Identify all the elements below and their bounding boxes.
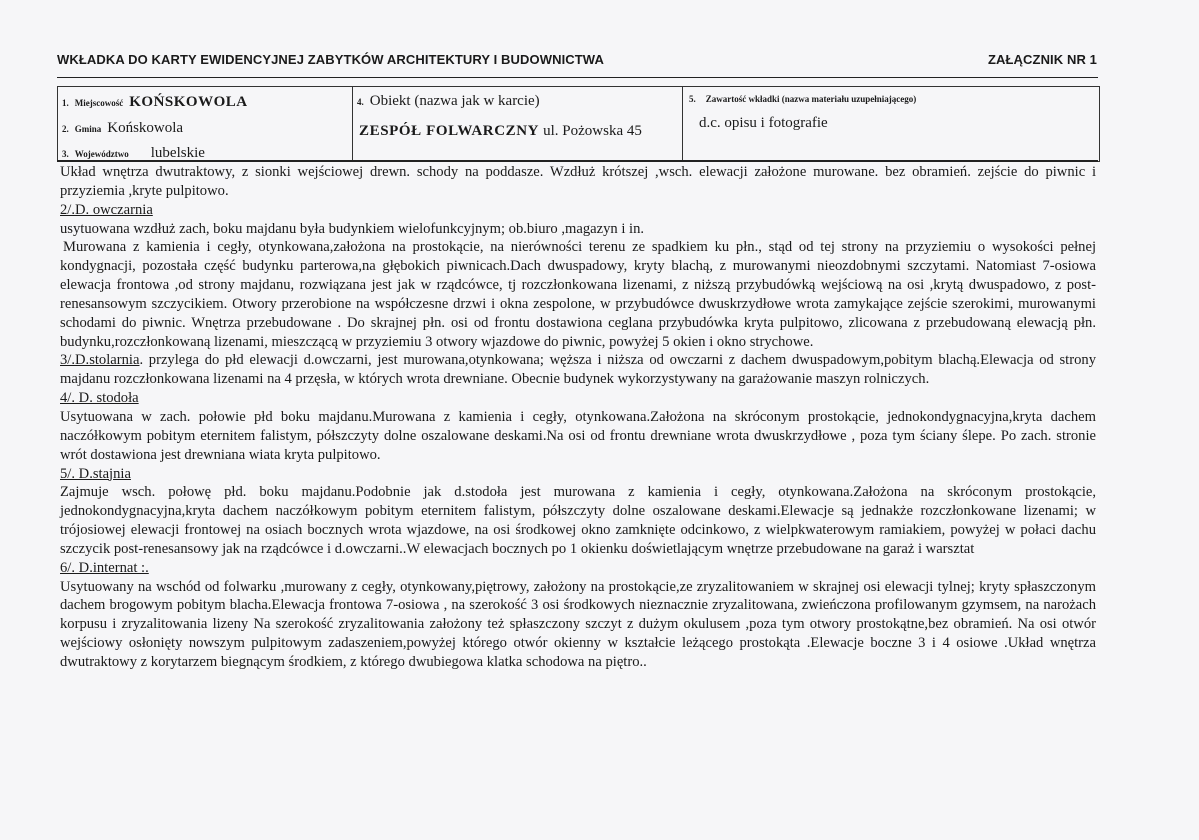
- contents-value: d.c. opisu i fotografie: [699, 115, 828, 131]
- field-number: 2.: [62, 124, 69, 134]
- contents-label-row: [689, 94, 916, 104]
- field-number: 4.: [357, 97, 364, 107]
- object-label-row: [357, 93, 540, 110]
- object-name-row: [359, 122, 642, 140]
- locality-label: Miejscowość: [74, 98, 124, 108]
- commune-row: [62, 119, 183, 137]
- document-title: WKŁADKA DO KARTY EWIDENCYJNEJ ZABYTKÓW ARCHITEKTURY I BUDOWNICTWA: [57, 52, 604, 67]
- field-number: 5.: [689, 94, 696, 104]
- paragraph: Usytuowany na wschód od folwarku ,murowany z cegły, otynkowany,piętrowy, założony na prostokącie,ze zryzalitowaniem w skrajnej osi elewacji tylnej; kryty spłaszczonym dachem brogowym pobitym blacha.Elewacja frontowa 7-osiowa , na szerokość 3 osi środkowych nieznacznie zryzalitowana, zwieńczona profilowanym gzymsem, na narożach korpusu i zryzalitowania lizeny Na szerokość zryzalitowania założony też spłaszczony szczyt z dużym okulusem ,poza tym otwory prostokątne,bez obramień. Na osi otwór wejściowy osłonięty nowszym pulpitowym zadaszeniem,powyżej którego otwór okienny w kształcie leżącego prostokąta .Elewacje boczne 3 i 4 osiowe .Układ wnętrza dwutraktowy z korytarzem biegnącym środkiem, z którego dwubiegowa klatka schodowa na piętro..: [60, 578, 1096, 670]
- voivodeship-value: lubelskie: [150, 145, 205, 161]
- location-box: [57, 86, 353, 162]
- contents-label: Zawartość wkładki (nazwa materiału uzupełniającego): [705, 94, 917, 104]
- section-heading-stajnia: 5/. D.stajnia: [60, 465, 131, 482]
- section-heading-owczarnia: 2/.D. owczarnia: [60, 201, 153, 218]
- paragraph: usytuowana wzdłuż zach, boku majdanu była budynkiem wielofunkcyjnym; ob.biuro ,magazyn i in.: [60, 220, 645, 237]
- locality-value: KOŃSKOWOLA: [129, 94, 248, 110]
- body-rule: [57, 160, 1098, 162]
- paragraph: Murowana z kamienia i cegły, otynkowana,założona na prostokącie, na nierówności terenu ze spadkiem ku płn., stąd od tej strony na przyziemiu o wysokości pełnej kondygnacji, pozostała część budynku parterowa,na głębokich piwnicach.Dach dwuspadowy, kryty blachą, z murowanymi nieozdobnymi szczytami. Natomiast 7-osiowa elewacja frontowa ,od strony majdanu, rozwiązana jest jak w rządcówce, tj rozczłonkowana lizenami, z niższą przybudówką wejściową na osi ,krytą dwuspadowo, z post-renesansowym szczycikiem. Otwory przerobione na współczesne drzwi i okna zespolone, w przybudówce dwuskrzydłowe wrota zamykające zejście szerokimi, murowanymi schodami do piwnic. Wnętrza przebudowane . Do skrajnej płn. osi od frontu dostawiona ceglana przybudówka kryta pulpitowo, zlicowana z przebudowaną elewacją płn. budynku,rozczłonkowaną lizenami, mieszczącą w przyziemiu 3 otwory wjazdowe do piwnic, powyżej 5 okien i okno strychowe.: [60, 239, 1096, 350]
- object-name: ZESPÓŁ FOLWARCZNY: [359, 123, 540, 139]
- commune-value: Końskowola: [107, 120, 184, 136]
- commune-label: Gmina: [74, 124, 102, 134]
- field-number: 3.: [62, 149, 69, 159]
- paragraph: Zajmuje wsch. połowę płd. boku majdanu.Podobnie jak d.stodoła jest murowana z kamienia i cegły, otynkowana.Założona na skróconym prostokącie, jednokondygnacyjna,kryta dachem naczółkowym pobitym eternitem falistym, półszczyty dolne oszalowane deskami.Elewacje są jednakże rozczłonkowane lizenami; w trójosiowej elewacji frontowej na osiach bocznych wrota wjazdowe, na osi środkowej okno zamknięte odcinkowo, z wielpkwaterowym ramiakiem, powyżej w połaci dachu szczycik post-renesansowy jak na rządcówce i d.owczarni..W elewacjach bocznych po 1 okienku doświetlającym wnętrze przebudowane na garaż i warsztat: [60, 484, 1096, 557]
- field-number: 1.: [62, 98, 69, 108]
- contents-box: [682, 86, 1100, 162]
- header-rule: [57, 77, 1098, 78]
- voivodeship-label: Województwo: [74, 149, 129, 159]
- attachment-label: ZAŁĄCZNIK NR 1: [987, 52, 1097, 67]
- section-heading-stodola: 4/. D. stodoła: [60, 390, 139, 407]
- paragraph-stolarnia: [60, 351, 1096, 389]
- locality-row: [62, 93, 248, 111]
- description-body: [60, 163, 1096, 672]
- section-text: . przylega do płd elewacji d.owczarni, jest murowana,otynkowana; węższa i niższa od owczarni z dachem dwuspadowym,pobitym blachą.Elewacja od strony majdanu rozczłonkowana lizenami na 4 przęsła, w których wrota drewniane. Obecnie budynek wykorzystywany na garażowanie maszyn rolniczych.: [60, 352, 1096, 388]
- object-label: Obiekt (nazwa jak w karcie): [369, 93, 540, 109]
- section-heading-stolarnia: 3/.D.stolarnia: [60, 352, 140, 369]
- object-box: [352, 86, 683, 162]
- object-address: ul. Pożowska 45: [543, 123, 642, 139]
- paragraph: Usytuowana w zach. połowie płd boku majdanu.Murowana z kamienia i cegły, otynkowana.Założona na skróconym prostokącie, jednokondygnacyjna,kryta dachem naczółkowym pobitym eternitem falistym, półszczyty dolne oszalowane deskami.Na osi od frontu drewniane wrota dwuskrzydłowe , poza tym ściany ślepe. Po zach. stronie wrót dostawiona jest drewniana wiata kryta pulpitowo.: [60, 408, 1096, 463]
- intro-paragraph: Układ wnętrza dwutraktowy, z sionki wejściowej drewn. schody na poddasze. Wzdłuż krótszej ,wsch. elewacji założone murowane. bez obramień. zejście do piwnic i przyziemia ,kryte pulpitowo.: [60, 164, 1096, 199]
- section-heading-internat: 6/. D.internat :.: [60, 559, 149, 576]
